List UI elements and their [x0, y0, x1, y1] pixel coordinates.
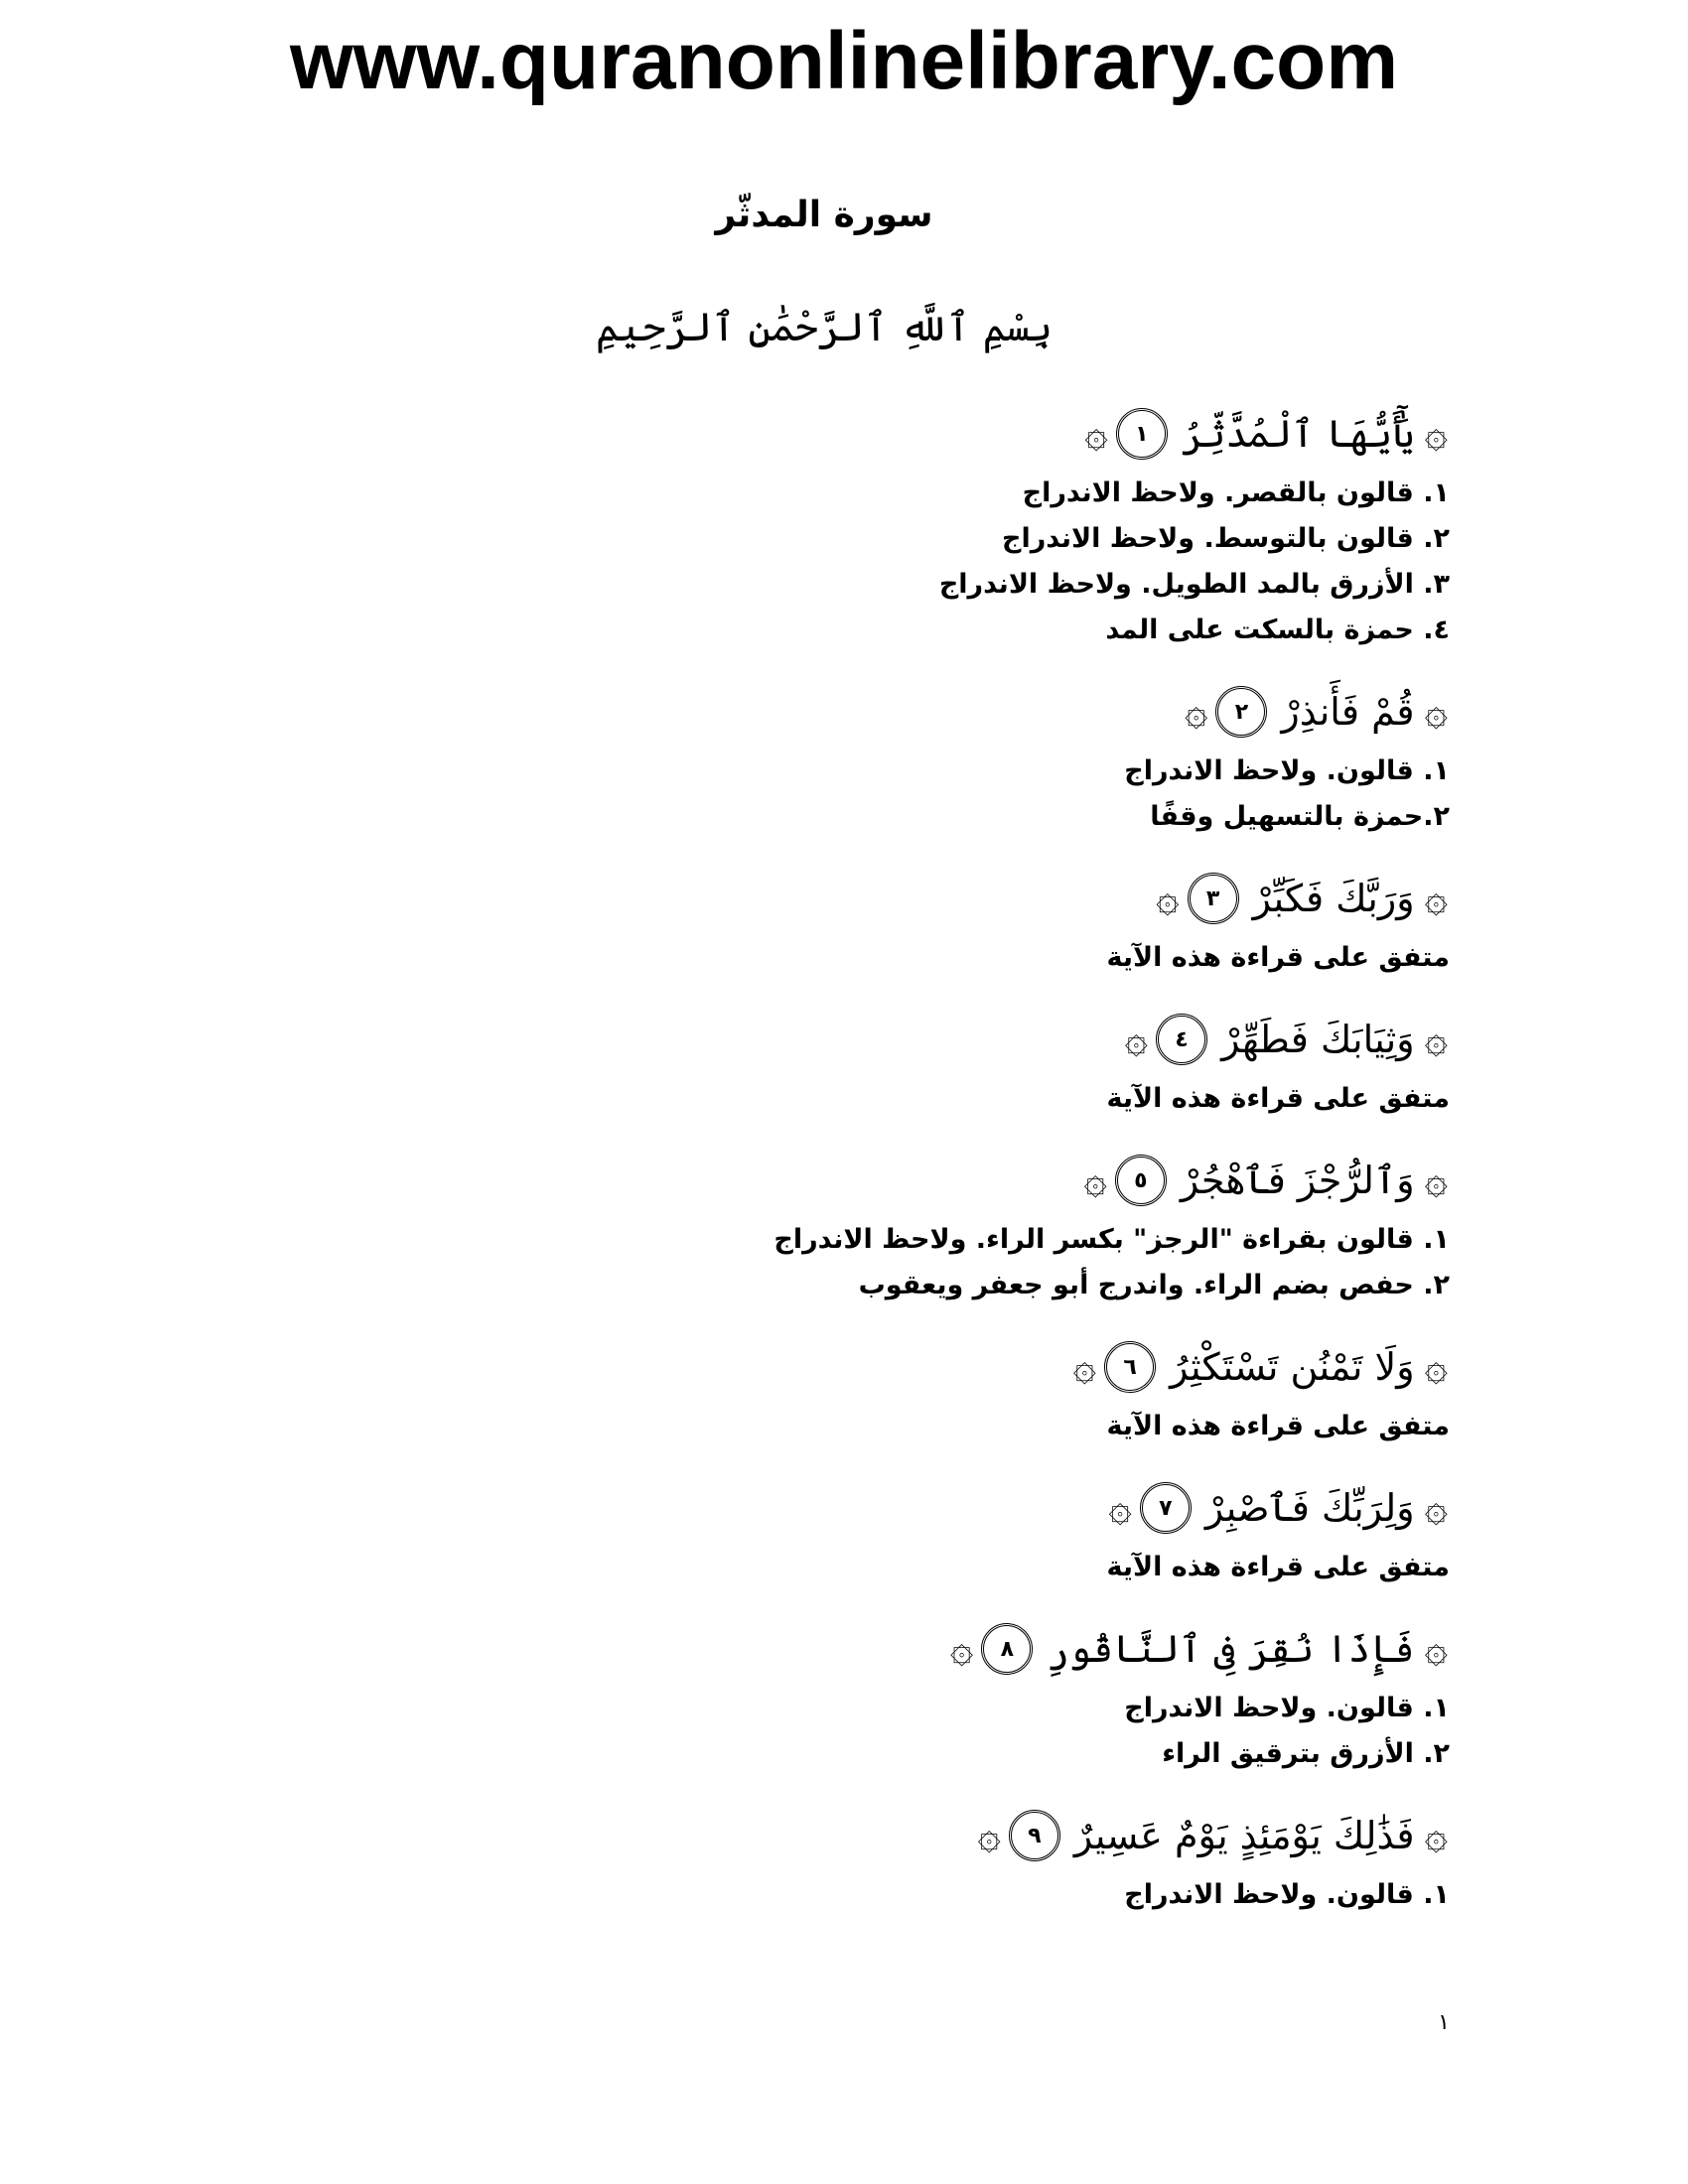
ornament-bracket-open-icon: ۞ [1424, 689, 1448, 735]
ornament-bracket-open-icon: ۞ [1424, 1017, 1448, 1062]
ayah-line [258, 1612, 1450, 1686]
ayah-text: يَٰٓأَيُّهَا ٱلْمُدَّثِّرُ [1181, 412, 1415, 456]
ornament-bracket-open-icon: ۞ [1424, 1813, 1448, 1858]
reading-note: ٢. حفص بضم الراء. واندرج أبو جعفر ويعقوب [858, 1270, 1450, 1300]
ayah-number-medallion: ٣ [1188, 873, 1239, 924]
ornament-bracket-open-icon: ۞ [1424, 1344, 1448, 1390]
reading-note: ٣. الأزرق بالمد الطويل. ولاحظ الاندراج [938, 569, 1450, 600]
verse-section [258, 1003, 1450, 1122]
ayah-text: قُمْ فَأَنذِرْ [1281, 690, 1415, 734]
reading-note: ١. قالون. ولاحظ الاندراج [1124, 755, 1450, 786]
verse-section [258, 1471, 1450, 1590]
ayah-line [258, 1144, 1450, 1217]
ayah-number-medallion: ٥ [1115, 1155, 1167, 1206]
ornament-bracket-open-icon: ۞ [1424, 876, 1448, 921]
ayah-number-medallion: ٧ [1140, 1482, 1192, 1534]
verse-section [258, 1612, 1450, 1777]
page-number: ١ [1438, 2010, 1450, 2035]
ornament-bracket-open-icon: ۞ [1424, 1485, 1448, 1531]
reading-note: متفق على قراءة هذه الآية [1106, 1411, 1450, 1441]
surah-title: سورة المدثّر [715, 195, 933, 235]
ayah-line [258, 1003, 1450, 1076]
ayah-text: فَذَٰلِكَ يَوْمَئِذٍ يَوْمٌ عَسِيرٌ [1073, 1814, 1415, 1857]
verse-section [258, 862, 1450, 981]
ayah-text: وَلِرَبِّكَ فَٱصْبِرْ [1204, 1486, 1415, 1530]
verses-list [258, 397, 1450, 1940]
verse-section [258, 397, 1450, 653]
reading-note: ١. قالون. ولاحظ الاندراج [1124, 1879, 1450, 1910]
ayah-text: وَٱلرُّجْزَ فَٱهْجُرْ [1180, 1159, 1415, 1202]
reading-note: ٢. الأزرق بترقيق الراء [1162, 1738, 1450, 1769]
ayah-line [258, 1471, 1450, 1545]
ayah-line [258, 1799, 1450, 1872]
ornament-bracket-close-icon: ۞ [1072, 1344, 1097, 1390]
ornament-bracket-open-icon: ۞ [1424, 1158, 1448, 1203]
verse-section [258, 1144, 1450, 1308]
reading-note: متفق على قراءة هذه الآية [1106, 1552, 1450, 1582]
ayah-line [258, 1330, 1450, 1404]
ornament-bracket-open-icon: ۞ [1424, 411, 1448, 457]
ayah-text: وَرَبَّكَ فَكَبِّرْ [1252, 877, 1415, 920]
ayah-number-medallion: ١ [1116, 408, 1168, 460]
ornament-bracket-open-icon: ۞ [1424, 1626, 1448, 1672]
ayah-line [258, 675, 1450, 749]
ayah-number-medallion: ٤ [1156, 1014, 1207, 1065]
ornament-bracket-close-icon: ۞ [1124, 1017, 1149, 1062]
reading-note: متفق على قراءة هذه الآية [1106, 942, 1450, 973]
ornament-bracket-close-icon: ۞ [977, 1813, 1001, 1858]
ayah-number-medallion: ٢ [1215, 686, 1267, 738]
ayah-number-medallion: ٨ [981, 1623, 1033, 1675]
ornament-bracket-close-icon: ۞ [1083, 1158, 1107, 1203]
verse-section [258, 675, 1450, 840]
ayah-number-medallion: ٦ [1104, 1341, 1156, 1393]
ayah-line [258, 397, 1450, 471]
verse-section [258, 1799, 1450, 1918]
ornament-bracket-close-icon: ۞ [1184, 689, 1208, 735]
reading-note: ٢. قالون بالتوسط. ولاحظ الاندراج [1002, 523, 1450, 554]
ornament-bracket-close-icon: ۞ [1084, 411, 1108, 457]
reading-note: ٤. حمزة بالسكت على المد [1105, 614, 1450, 645]
reading-note: متفق على قراءة هذه الآية [1106, 1083, 1450, 1114]
ornament-bracket-close-icon: ۞ [949, 1626, 974, 1672]
ayah-text: فَإِذَا نُقِرَ فِى ٱلنَّاقُورِ [1047, 1627, 1415, 1671]
reading-note: ١. قالون. ولاحظ الاندراج [1124, 1693, 1450, 1723]
reading-note: ١. قالون بالقصر. ولاحظ الاندراج [1022, 478, 1450, 508]
ayah-text: وَثِيَابَكَ فَطَهِّرْ [1221, 1018, 1415, 1061]
reading-note: ٢.حمزة بالتسهيل وقفًا [1150, 801, 1450, 832]
ayah-line [258, 862, 1450, 935]
ornament-bracket-close-icon: ۞ [1156, 876, 1180, 921]
reading-note: ١. قالون بقراءة "الرجز" بكسر الراء. ولاحظ الاندراج [774, 1224, 1450, 1255]
verse-section [258, 1330, 1450, 1449]
site-url-header: www.quranonlinelibrary.com [289, 16, 1399, 106]
ayah-text: وَلَا تَمْنُن تَسْتَكْثِرُ [1170, 1345, 1415, 1389]
ayah-number-medallion: ٩ [1009, 1810, 1060, 1861]
basmala-calligraphy: بِسْمِ ٱللَّهِ ٱلرَّحْمَٰنِ ٱلرَّحِيمِ [595, 305, 1054, 350]
ornament-bracket-close-icon: ۞ [1108, 1485, 1132, 1531]
